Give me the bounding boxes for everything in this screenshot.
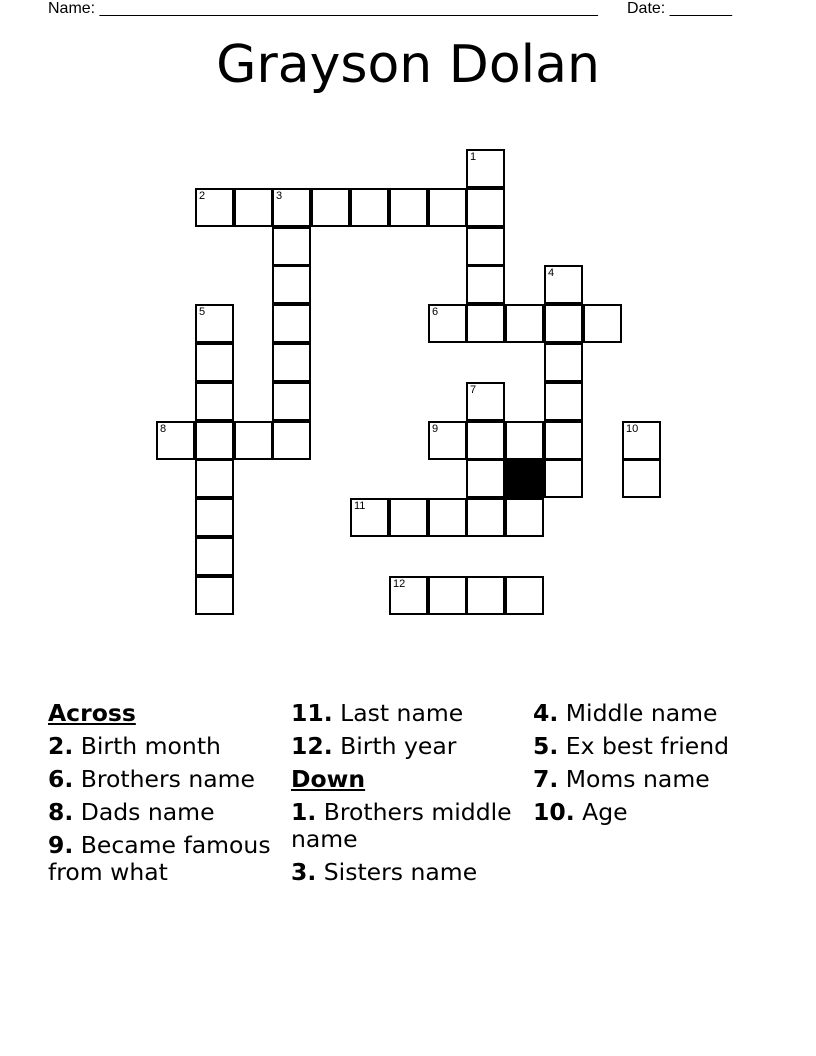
crossword-cell[interactable] [544, 265, 583, 304]
page-title: Grayson Dolan [216, 35, 600, 95]
crossword-cell[interactable] [428, 421, 467, 460]
cell-number: 2 [199, 190, 206, 202]
cell-number: 4 [548, 267, 555, 279]
crossword-cell[interactable] [505, 421, 544, 460]
clue-across-2 [48, 733, 278, 760]
crossword-cell[interactable] [428, 304, 467, 343]
crossword-cell[interactable] [272, 304, 311, 343]
clue-down-7 [533, 766, 773, 793]
crossword-cell[interactable] [195, 304, 234, 343]
clue-text: Last name [340, 699, 464, 727]
crossword-cell[interactable] [466, 265, 505, 304]
clue-text: Birth year [340, 732, 457, 760]
crossword-cell[interactable] [428, 576, 467, 615]
crossword-cell[interactable] [350, 498, 389, 537]
crossword-cell[interactable] [272, 421, 311, 460]
crossword-cell[interactable] [272, 265, 311, 304]
clue-text: Moms name [565, 765, 710, 793]
clue-down-1 [291, 799, 521, 853]
clue-text: Brothers name [80, 765, 255, 793]
crossword-cell[interactable] [195, 498, 234, 537]
cell-number: 11 [354, 500, 366, 512]
clue-number: 6. [48, 765, 74, 793]
clue-down-10 [533, 799, 773, 826]
clue-across-6 [48, 766, 278, 793]
cell-number: 10 [626, 423, 639, 435]
crossword-cell[interactable] [195, 537, 234, 576]
clue-down-3 [291, 859, 521, 886]
clue-down-4 [533, 700, 773, 727]
cell-number: 3 [276, 190, 283, 202]
crossword-cell[interactable] [195, 421, 234, 460]
clue-text: Sisters name [323, 858, 478, 886]
clue-text: Birth month [80, 732, 221, 760]
clue-number: 3. [291, 858, 317, 886]
crossword-cell[interactable] [195, 188, 234, 227]
clue-number: 1. [291, 798, 317, 826]
clue-number: 5. [533, 732, 559, 760]
crossword-cell[interactable] [544, 343, 583, 382]
crossword-cell[interactable] [311, 188, 350, 227]
name-field-line: Name: ________________________________________________________ [48, 0, 598, 17]
clue-down-5 [533, 733, 773, 760]
crossword-cell[interactable] [389, 188, 428, 227]
crossword-cell[interactable] [350, 188, 389, 227]
crossword-cell[interactable] [389, 576, 428, 615]
clue-text: Middle name [565, 699, 718, 727]
cell-number: 9 [432, 423, 439, 435]
crossword-cell[interactable] [622, 421, 661, 460]
crossword-cell[interactable] [544, 459, 583, 498]
crossword-cell[interactable] [466, 149, 505, 188]
clue-text: Became famous from what [48, 831, 271, 886]
crossword-cell[interactable] [272, 382, 311, 421]
crossword-cell[interactable] [544, 421, 583, 460]
crossword-cell[interactable] [505, 304, 544, 343]
clue-column-2 [291, 700, 521, 892]
crossword-cell[interactable] [544, 304, 583, 343]
crossword-cell[interactable] [466, 382, 505, 421]
crossword-cell[interactable] [234, 188, 273, 227]
crossword-cell[interactable] [466, 421, 505, 460]
across-heading: Across [48, 699, 136, 727]
clue-text: Age [582, 798, 628, 826]
crossword-block-cell [505, 459, 544, 498]
down-heading: Down [291, 765, 366, 793]
crossword-cell[interactable] [544, 382, 583, 421]
crossword-cell[interactable] [195, 576, 234, 615]
clue-column-3 [533, 700, 773, 832]
cell-number: 6 [432, 306, 439, 318]
crossword-cell[interactable] [505, 576, 544, 615]
clue-number: 12. [291, 732, 333, 760]
clue-across-11 [291, 700, 521, 727]
clue-number: 2. [48, 732, 74, 760]
cell-number: 8 [160, 423, 167, 435]
cell-number: 1 [470, 151, 477, 163]
clue-across-8 [48, 799, 278, 826]
clue-number: 8. [48, 798, 74, 826]
crossword-cell[interactable] [156, 421, 195, 460]
crossword-cell[interactable] [389, 498, 428, 537]
crossword-cell[interactable] [272, 227, 311, 266]
clue-number: 4. [533, 699, 559, 727]
clue-text: Ex best friend [565, 732, 730, 760]
crossword-cell[interactable] [234, 421, 273, 460]
clue-number: 10. [533, 798, 575, 826]
crossword-cell[interactable] [195, 459, 234, 498]
crossword-cell[interactable] [428, 498, 467, 537]
crossword-cell[interactable] [466, 304, 505, 343]
clue-across-12 [291, 733, 521, 760]
crossword-cell[interactable] [583, 304, 622, 343]
clue-text: Dads name [80, 798, 215, 826]
crossword-cell[interactable] [466, 498, 505, 537]
cell-number: 5 [199, 306, 206, 318]
clue-number: 7. [533, 765, 559, 793]
cell-number: 7 [470, 384, 477, 396]
crossword-cell[interactable] [466, 188, 505, 227]
clue-column-1 [48, 700, 278, 892]
crossword-cell[interactable] [428, 188, 467, 227]
crossword-cell[interactable] [466, 459, 505, 498]
crossword-cell[interactable] [466, 576, 505, 615]
crossword-cell[interactable] [272, 343, 311, 382]
crossword-cell[interactable] [195, 382, 234, 421]
crossword-cell[interactable] [622, 459, 661, 498]
clue-across-9 [48, 832, 278, 886]
crossword-cell[interactable] [505, 498, 544, 537]
crossword-cell[interactable] [466, 227, 505, 266]
cell-number: 12 [393, 578, 406, 590]
crossword-cell[interactable] [195, 343, 234, 382]
crossword-cell[interactable] [272, 188, 311, 227]
clue-text: Brothers middle name [291, 798, 512, 853]
clue-number: 9. [48, 831, 74, 859]
clue-number: 11. [291, 699, 333, 727]
date-field-line: Date: _______ [627, 0, 732, 17]
